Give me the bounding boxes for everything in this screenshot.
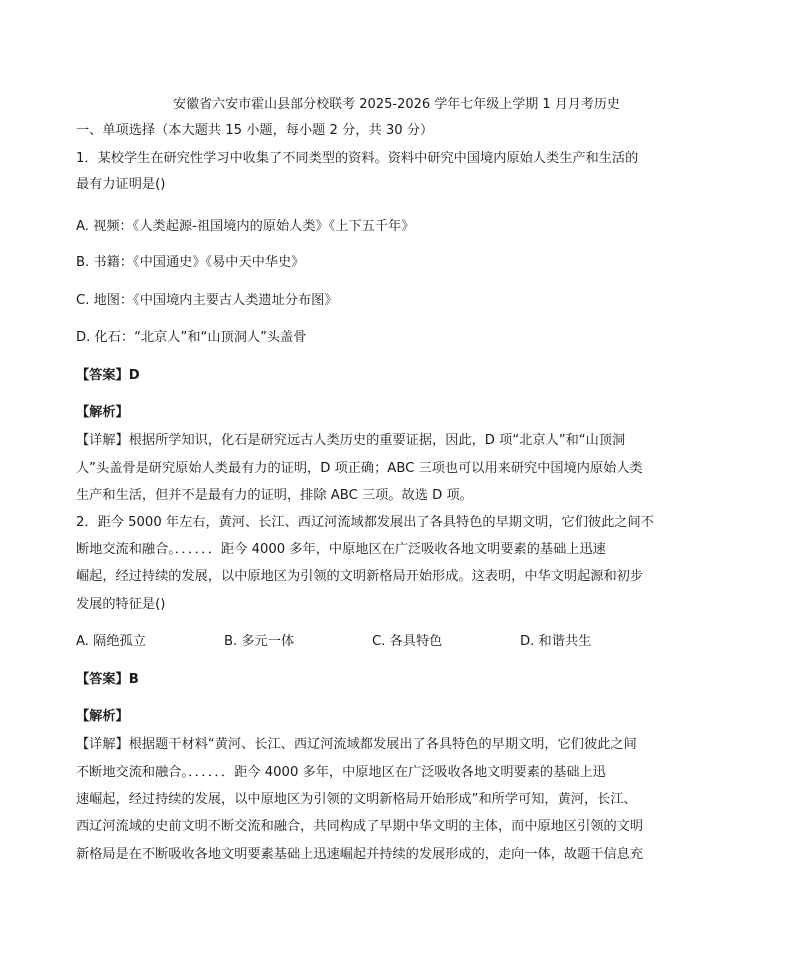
question-2-detail-line-4: 西辽河流域的史前文明不断交流和融合，共同构成了早期中华文明的主体，而中原地区引领的文明: [76, 819, 644, 834]
question-2-detail-line-3: 速崛起，经过持续的发展，以中原地区为引领的文明新格局开始形成”和所学可知，黄河，长江、: [76, 792, 637, 807]
question-2-option-a: A. 隔绝孤立: [76, 634, 146, 649]
question-1-detail-line-1: 【详解】根据所学知识，化石是研究远古人类历史的重要证据，因此，D 项“北京人”和“山顶洞: [76, 433, 626, 448]
question-2-stem-line-4: 发展的特征是(): [76, 597, 166, 612]
question-2-detail-line-1: 【详解】根据题干材料“黄河、长江、西辽河流域都发展出了各具特色的早期文明，它们彼此之间: [76, 737, 637, 752]
question-1-analysis-label: 【解析】: [76, 405, 129, 420]
question-2-stem-line-2: 断地交流和融合。．．．．．．距今 4000 多年，中原地区在广泛吸收各地文明要素的基础上迅速: [76, 542, 606, 557]
question-2-option-d: D. 和谐共生: [520, 634, 592, 649]
section-heading: 一、单项选择（本大题共 15 小题，每小题 2 分，共 30 分）: [76, 123, 434, 138]
document-title: 安徽省六安市霍山县部分校联考 2025-2026 学年七年级上学期 1 月月考历史: [173, 97, 620, 112]
question-1-option-b: B. 书籍：《中国通史》《易中天中华史》: [76, 255, 305, 270]
question-1-option-d: D. 化石：“北京人”和“山顶洞人”头盖骨: [76, 330, 307, 345]
question-2-detail-line-5: 新格局是在不断吸收各地文明要素基础上迅速崛起并持续的发展形成的，走向一体，故题干信息充: [76, 847, 644, 862]
question-1-detail-line-3: 生产和生活，但并不是最有力的证明，排除 ABC 三项。故选 D 项。: [76, 488, 473, 503]
question-2-option-b: B. 多元一体: [224, 634, 295, 649]
question-2-detail-line-2: 不断地交流和融合。．．．．．．距今 4000 多年，中原地区在广泛吸收各地文明要素的基础上迅: [76, 765, 606, 780]
question-1-answer: 【答案】D: [76, 368, 140, 383]
question-1-stem-line-1: 1．某校学生在研究性学习中收集了不同类型的资料。资料中研究中国境内原始人类生产和生活的: [76, 151, 639, 166]
question-2-answer: 【答案】B: [76, 672, 139, 687]
question-1-option-a: A. 视频：《人类起源-祖国境内的原始人类》《上下五千年》: [76, 219, 415, 234]
question-1-detail-line-2: 人”头盖骨是研究原始人类最有力的证明，D 项正确；ABC 三项也可以用来研究中国境内原始人类: [76, 461, 643, 476]
question-2-option-c: C. 各具特色: [372, 634, 443, 649]
question-2-analysis-label: 【解析】: [76, 709, 129, 724]
question-2-stem-line-1: 2．距今 5000 年左右，黄河、长江、西辽河流域都发展出了各具特色的早期文明，它们彼此之间不: [76, 515, 654, 530]
question-2-stem-line-3: 崛起，经过持续的发展，以中原地区为引领的文明新格局开始形成。这表明，中华文明起源和初步: [76, 569, 644, 584]
question-1-stem-line-2: 最有力证明是(): [76, 177, 166, 192]
question-1-option-c: C. 地图：《中国境内主要古人类遗址分布图》: [76, 293, 338, 308]
